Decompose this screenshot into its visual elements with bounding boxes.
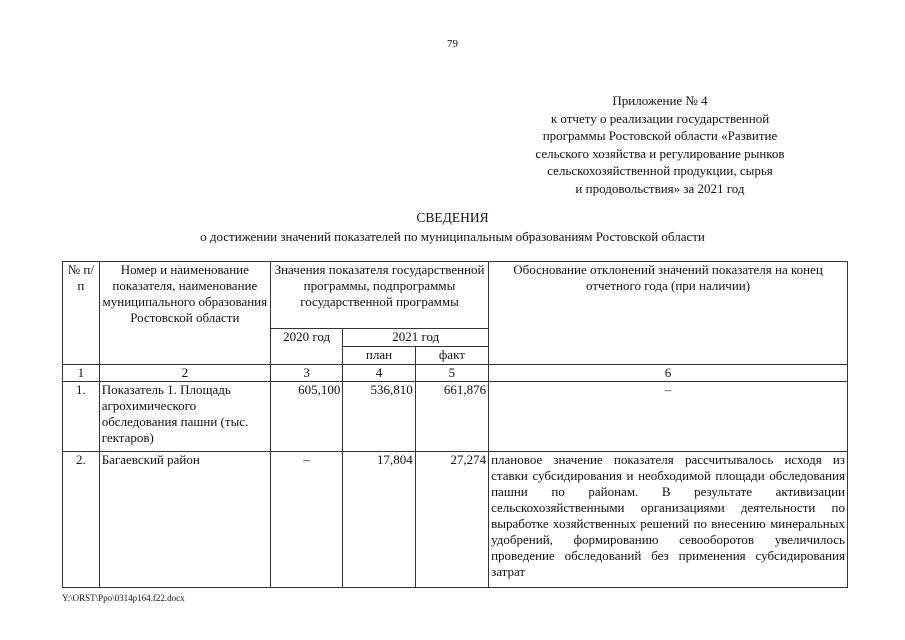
row-reason: плановое значение показателя рассчитывалось исходя из ставки субсидирования и необходимой площади обследования пашни по районам. В результате активизации сельскохозяйственными организациями деятельности по выработке хозяйственных решений по внесению минеральных удобрений, формированию севооборотов увеличилось проведение обследований без применения субсидирования затрат (489, 452, 848, 588)
file-path-footer: Y:\ORST\Ppo\0314p164.f22.docx (62, 593, 185, 603)
table-row (63, 452, 848, 588)
header-values: Значения показателя государственной программы, подпрограммы государственной программы (270, 262, 488, 329)
row-value-fact: 661,876 (415, 382, 488, 452)
appendix-line: к отчету о реализации государственной (550, 110, 770, 126)
document-heading: СВЕДЕНИЯ (416, 210, 489, 225)
header-row (63, 262, 848, 329)
header-fact: факт (415, 347, 488, 365)
appendix-line: сельскохозяйственной продукции, сырья (547, 163, 773, 179)
row-reason: – (489, 382, 848, 452)
header-reason: Обоснование отклонений значений показателя на конец отчетного года (при наличии) (489, 262, 848, 365)
appendix-line: Приложение № 4 (612, 93, 708, 108)
header-year-2020: 2020 год (270, 329, 342, 365)
header-name: Номер и наименование показателя, наименование муниципального образования Ростовской области (99, 262, 270, 365)
table-row (63, 382, 848, 452)
column-number: 3 (270, 365, 342, 382)
appendix-block (480, 92, 840, 198)
row-name: Показатель 1. Площадь агрохимического обследования пашни (тыс. гектаров) (99, 382, 270, 452)
indicators-table (62, 261, 848, 588)
column-number: 1 (63, 365, 100, 382)
column-number: 6 (489, 365, 848, 382)
row-value-2020: 605,100 (270, 382, 342, 452)
row-num: 2. (63, 452, 100, 588)
column-number: 5 (415, 365, 488, 382)
row-num: 1. (63, 382, 100, 452)
column-number: 4 (343, 365, 415, 382)
page-number: 79 (447, 38, 458, 50)
document-subheading: о достижении значений показателей по муниципальным образованиям Ростовской области (200, 229, 705, 244)
header-plan: план (343, 347, 415, 365)
appendix-line: и продовольствия» за 2021 год (575, 180, 745, 196)
row-value-plan: 536,810 (343, 382, 415, 452)
row-value-plan: 17,804 (343, 452, 415, 588)
header-num: № п/п (63, 262, 100, 365)
appendix-line: сельского хозяйства и регулирование рынков (535, 145, 785, 161)
column-number: 2 (99, 365, 270, 382)
column-numbers-row (63, 365, 848, 382)
row-value-2020: – (270, 452, 342, 588)
appendix-line: программы Ростовской области «Развитие (542, 128, 778, 144)
header-year-2021: 2021 год (343, 329, 489, 347)
row-name: Багаевский район (99, 452, 270, 588)
row-value-fact: 27,274 (415, 452, 488, 588)
